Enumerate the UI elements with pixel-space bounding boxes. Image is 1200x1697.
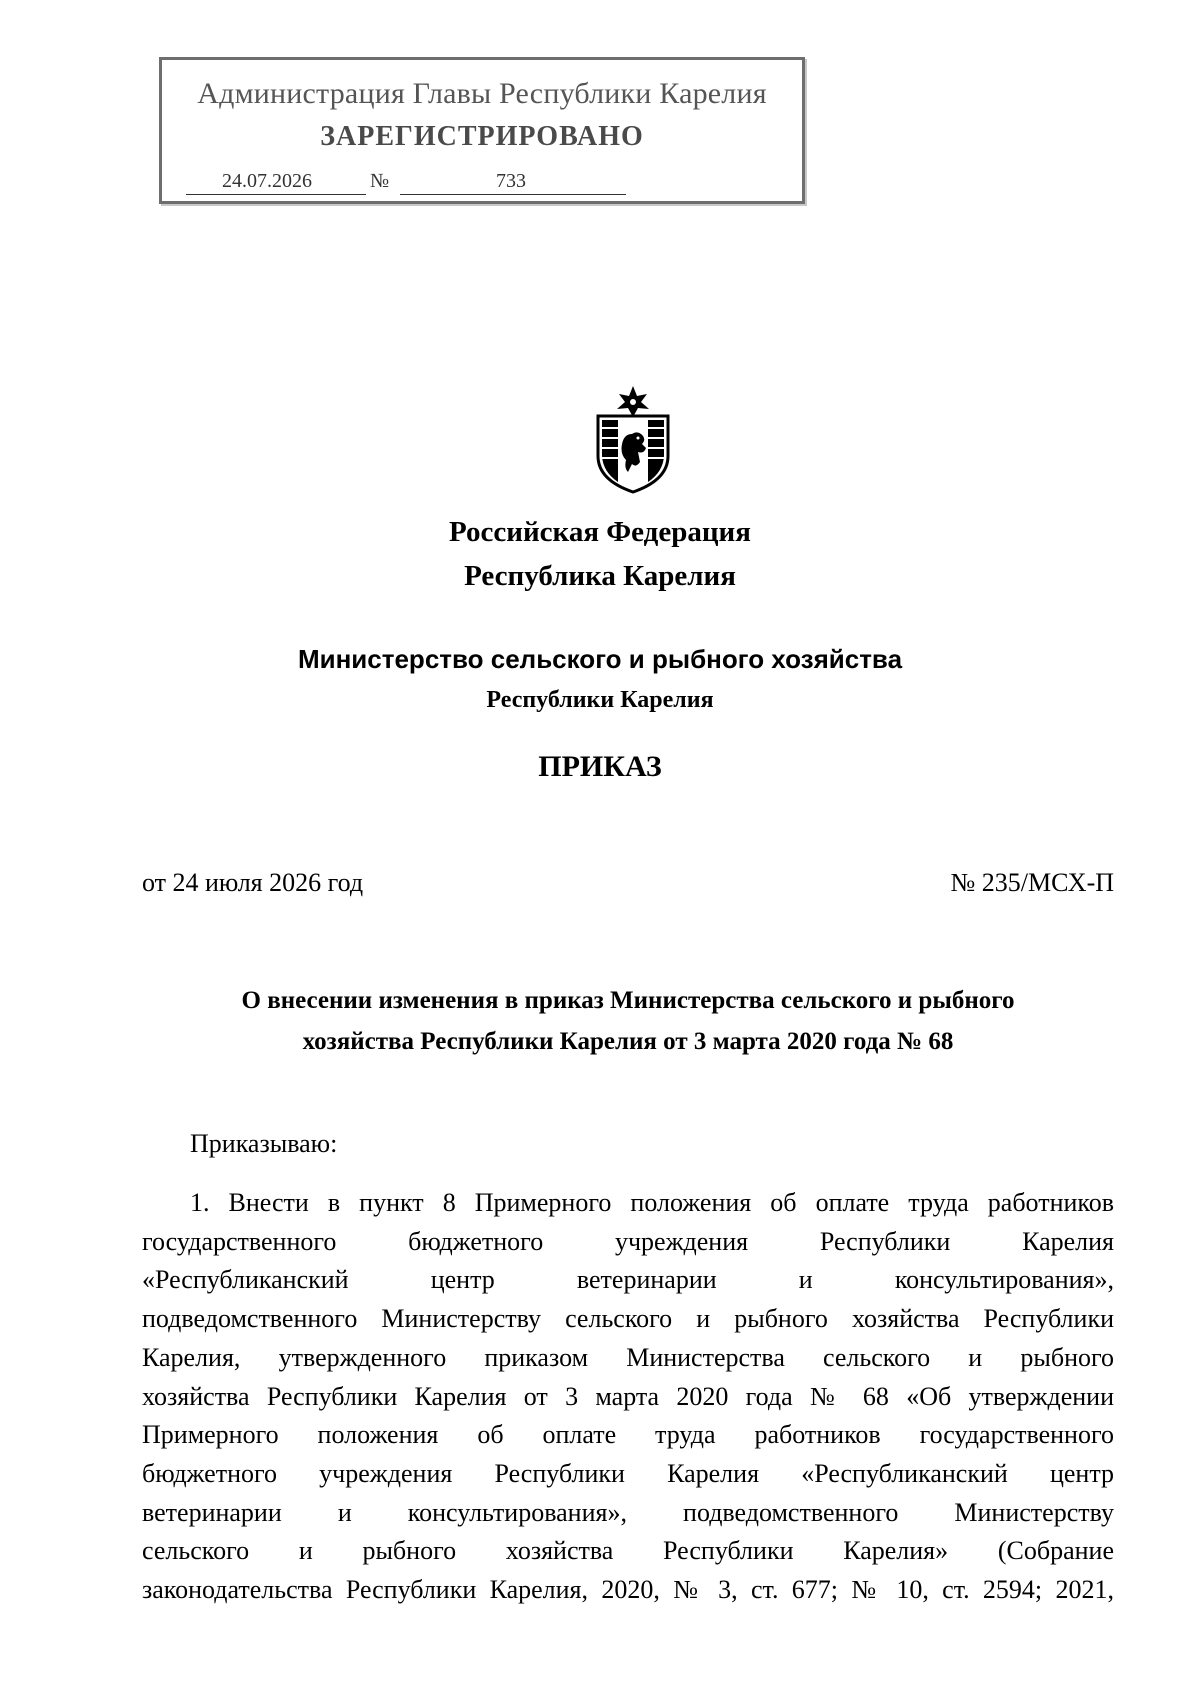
ministry-heading: Министерство сельского и рыбного хозяйства bbox=[297, 644, 903, 674]
registration-stamp bbox=[159, 57, 805, 204]
paragraph-line: 1. Внести в пункт 8 Примерного положения об оплате труда работников bbox=[190, 1188, 1114, 1217]
paragraph-line: ветеринарии и консультирования», подведомственного Министерству bbox=[142, 1497, 1114, 1527]
document-type-title: ПРИКАЗ bbox=[538, 750, 662, 783]
paragraph-line: Карелия, утвержденного приказом Министерства сельского и рыбного bbox=[142, 1342, 1114, 1372]
order-opening: Приказываю: bbox=[190, 1129, 338, 1158]
paragraph-line: хозяйства Республики Карелия от 3 марта 2020 года № 68 «Об утверждении bbox=[142, 1381, 1114, 1411]
order-date: от 24 июля 2026 год bbox=[142, 868, 364, 897]
paragraph-line: государственного бюджетного учреждения Республики Карелия bbox=[142, 1226, 1114, 1256]
stamp-date-field bbox=[186, 170, 366, 195]
order-subject bbox=[142, 980, 1114, 1062]
republic-heading: Республика Карелия bbox=[464, 560, 736, 592]
stamp-date: 24.07.2026 bbox=[222, 170, 312, 192]
stamp-organization: Администрация Главы Республики Карелия bbox=[197, 77, 767, 110]
coat-of-arms-emblem bbox=[588, 384, 678, 494]
paragraph-line: Примерного положения об оплате труда работников государственного bbox=[142, 1420, 1114, 1450]
stamp-number: 733 bbox=[496, 170, 526, 192]
paragraph-line: законодательства Республики Карелия, 2020, № 3, ст. 677; № 10, ст. 2594; 2021, bbox=[142, 1575, 1114, 1605]
stamp-number-sign: № bbox=[370, 170, 390, 192]
order-number: № 235/МСХ-П bbox=[950, 868, 1114, 897]
paragraph-line: бюджетного учреждения Республики Карелия «Республиканский центр bbox=[142, 1458, 1114, 1488]
paragraph-line: «Республиканский центр ветеринарии и консультирования», bbox=[142, 1265, 1114, 1295]
stamp-number-field bbox=[400, 170, 626, 195]
subject-line: хозяйства Республики Карелия от 3 марта 2020 года № 68 bbox=[302, 1028, 954, 1055]
country-heading: Российская Федерация bbox=[449, 516, 751, 548]
ministry-republic-heading: Республики Карелия bbox=[486, 687, 714, 713]
paragraph-line: сельского и рыбного хозяйства Республики Карелия» (Собрание bbox=[142, 1536, 1114, 1566]
stamp-status: ЗАРЕГИСТРИРОВАНО bbox=[320, 121, 644, 152]
subject-line: О внесении изменения в приказ Министерства сельского и рыбного bbox=[241, 987, 1015, 1014]
stamp-registration-line bbox=[186, 170, 772, 196]
paragraph-line: подведомственного Министерству сельского и рыбного хозяйства Республики bbox=[142, 1304, 1114, 1334]
order-paragraph bbox=[142, 1184, 1114, 1610]
